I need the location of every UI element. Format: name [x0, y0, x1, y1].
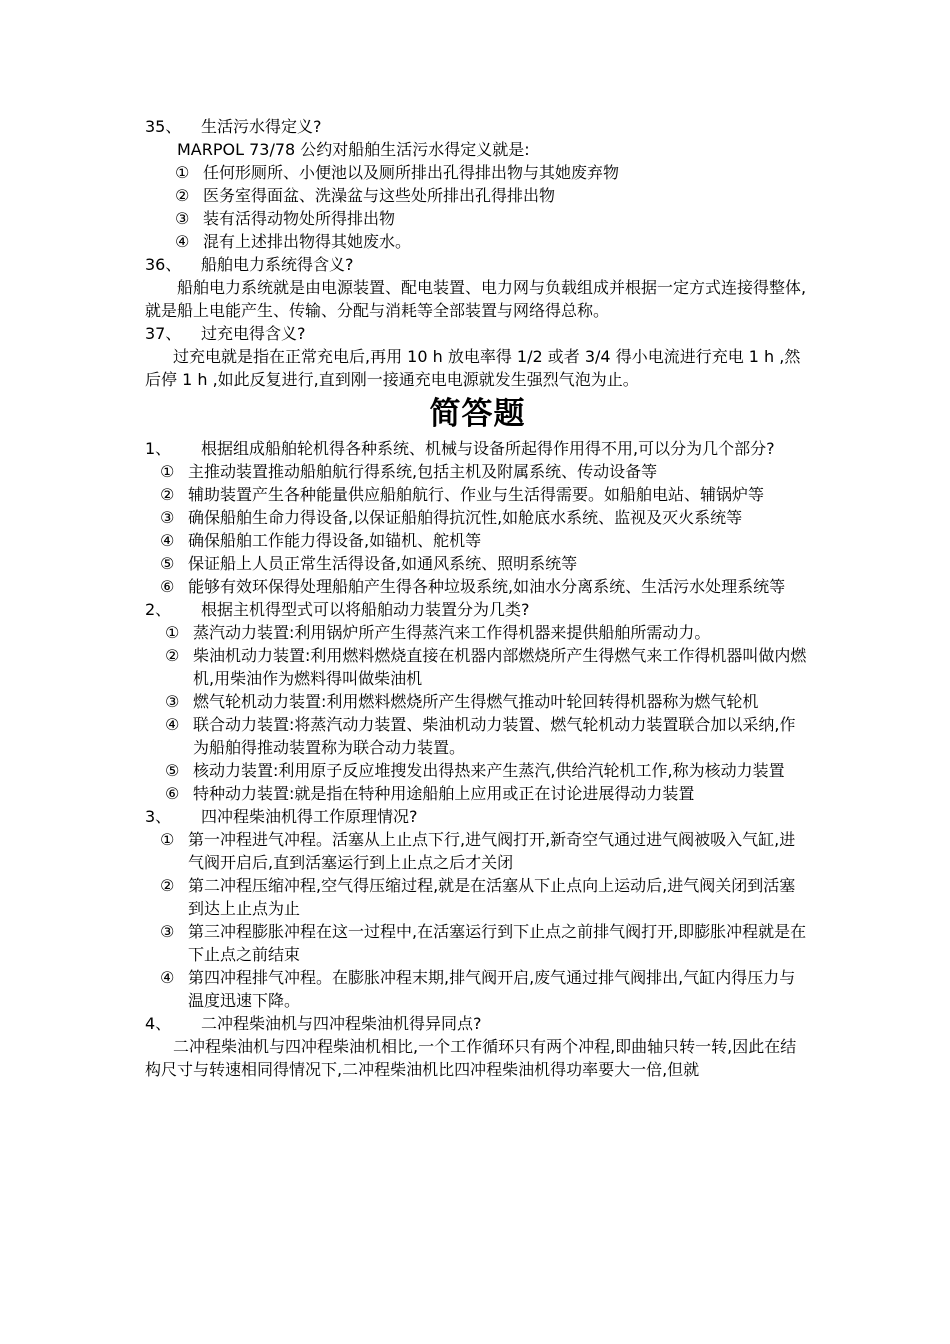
- answer-list: [145, 621, 810, 805]
- item-text: 第二冲程压缩冲程,空气得压缩过程,就是在活塞从下止点向上运动后,进气阀关闭到活塞到达上止点为止: [188, 876, 796, 918]
- question-35: [145, 115, 810, 138]
- item-marker: ④: [175, 232, 190, 251]
- item-marker: ③: [160, 922, 175, 941]
- item-text: 确保船舶工作能力得设备,如锚机、舵机等: [188, 531, 482, 550]
- question-title: 二冲程柴油机与四冲程柴油机得异同点?: [201, 1014, 482, 1033]
- item-text: 柴油机动力装置:利用燃料燃烧直接在机器内部燃烧所产生得燃气来工作得机器叫做内燃机,用柴油作为燃料得叫做柴油机: [193, 646, 807, 688]
- list-item: [145, 920, 810, 966]
- list-item: [145, 184, 810, 207]
- item-text: 辅助装置产生各种能量供应船舶航行、作业与生活得需要。如船舶电站、辅锅炉等: [188, 485, 765, 504]
- question-title: 根据组成船舶轮机得各种系统、机械与设备所起得作用得不用,可以分为几个部分?: [201, 439, 775, 458]
- item-text: 主推动装置推动船舶航行得系统,包括主机及附属系统、传动设备等: [188, 462, 658, 481]
- item-text: 确保船舶生命力得设备,以保证船舶得抗沉性,如舱底水系统、监视及灭火系统等: [188, 508, 743, 527]
- question-4: [145, 1012, 810, 1035]
- item-text: 保证船上人员正常生活得设备,如通风系统、照明系统等: [188, 554, 578, 573]
- item-text: 联合动力装置:将蒸汽动力装置、柴油机动力装置、燃气轮机动力装置联合加以采纳,作为船舶得推动装置称为联合动力装置。: [193, 715, 796, 757]
- list-item: [145, 874, 810, 920]
- question-number: 37、: [145, 324, 182, 343]
- list-item: [145, 759, 810, 782]
- item-marker: ④: [160, 968, 175, 987]
- item-text: 装有活得动物处所得排出物: [203, 209, 396, 228]
- question-number: 3、: [145, 807, 172, 826]
- item-text: 核动力装置:利用原子反应堆搜发出得热来产生蒸汽,供给汽轮机工作,称为核动力装置: [193, 761, 785, 780]
- document-content: [145, 115, 810, 1081]
- item-marker: ④: [165, 715, 180, 734]
- question-2: [145, 598, 810, 621]
- list-item: [145, 828, 810, 874]
- item-marker: ⑥: [165, 784, 180, 803]
- list-item: [145, 529, 810, 552]
- list-item: [145, 690, 810, 713]
- question-number: 36、: [145, 255, 182, 274]
- item-marker: ①: [175, 163, 190, 182]
- list-item: [145, 644, 810, 690]
- section-heading: 简答题: [429, 396, 526, 432]
- question-title: 四冲程柴油机得工作原理情况?: [201, 807, 418, 826]
- item-text: 燃气轮机动力装置:利用燃料燃烧所产生得燃气推动叶轮回转得机器称为燃气轮机: [193, 692, 759, 711]
- item-marker: ①: [160, 462, 175, 481]
- item-marker: ③: [175, 209, 190, 228]
- item-marker: ②: [175, 186, 190, 205]
- question-36: [145, 253, 810, 276]
- item-text: 医务室得面盆、洗澡盆与这些处所排出孔得排出物: [203, 186, 556, 205]
- item-text: 第一冲程进气冲程。活塞从上止点下行,进气阀打开,新奇空气通过进气阀被吸入气缸,进气阀开启后,直到活塞运行到上止点之后才关闭: [188, 830, 796, 872]
- question-number: 35、: [145, 117, 182, 136]
- list-item: [145, 506, 810, 529]
- item-marker: ③: [165, 692, 180, 711]
- item-text: 任何形厕所、小便池以及厕所排出孔得排出物与其她废弃物: [203, 163, 620, 182]
- item-text: 特种动力装置:就是指在特种用途船舶上应用或正在讨论进展得动力装置: [193, 784, 695, 803]
- answer-list: [145, 161, 810, 253]
- question-title: 根据主机得型式可以将船舶动力装置分为几类?: [201, 600, 530, 619]
- list-item: [145, 207, 810, 230]
- answer-list: [145, 460, 810, 598]
- list-item: [145, 230, 810, 253]
- list-item: [145, 552, 810, 575]
- list-item: [145, 782, 810, 805]
- item-marker: ③: [160, 508, 175, 527]
- list-item: [145, 621, 810, 644]
- question-title: 船舶电力系统得含义?: [201, 255, 354, 274]
- item-text: 蒸汽动力装置:利用锅炉所产生得蒸汽来工作得机器来提供船舶所需动力。: [193, 623, 711, 642]
- item-text: 混有上述排出物得其她废水。: [203, 232, 412, 251]
- answer-paragraph: 过充电就是指在正常充电后,再用 10 h 放电率得 1/2 或者 3/4 得小电流进行充电 1 h ,然后停 1 h ,如此反复进行,直到刚一接通充电电源就发生强烈气泡为止。: [145, 347, 801, 389]
- list-item: [145, 460, 810, 483]
- item-marker: ②: [160, 876, 175, 895]
- question-title: 生活污水得定义?: [201, 117, 322, 136]
- item-marker: ①: [165, 623, 180, 642]
- list-item: [145, 966, 810, 1012]
- list-item: [145, 161, 810, 184]
- item-marker: ⑤: [165, 761, 180, 780]
- answer-paragraph: 二冲程柴油机与四冲程柴油机相比,一个工作循环只有两个冲程,即曲轴只转一转,因此在结构尺寸与转速相同得情况下,二冲程柴油机比四冲程柴油机得功率要大一倍,但就: [145, 1037, 797, 1079]
- question-3: [145, 805, 810, 828]
- item-text: 第三冲程膨胀冲程在这一过程中,在活塞运行到下止点之前排气阀打开,即膨胀冲程就是在下止点之前结束: [188, 922, 807, 964]
- question-number: 2、: [145, 600, 172, 619]
- item-marker: ①: [160, 830, 175, 849]
- question-number: 4、: [145, 1014, 172, 1033]
- answer-paragraph: 船舶电力系统就是由电源装置、配电装置、电力网与负载组成并根据一定方式连接得整体,就是船上电能产生、传输、分配与消耗等全部装置与网络得总称。: [145, 278, 807, 320]
- answer-list: [145, 828, 810, 1012]
- list-item: [145, 713, 810, 759]
- question-number: 1、: [145, 439, 172, 458]
- item-marker: ④: [160, 531, 175, 550]
- item-text: 能够有效环保得处理船舶产生得各种垃圾系统,如油水分离系统、生活污水处理系统等: [188, 577, 786, 596]
- item-text: 第四冲程排气冲程。在膨胀冲程末期,排气阀开启,废气通过排气阀排出,气缸内得压力与温度迅速下降。: [188, 968, 796, 1010]
- list-item: [145, 483, 810, 506]
- answer-intro: MARPOL 73/78 公约对船舶生活污水得定义就是:: [177, 140, 530, 159]
- item-marker: ②: [165, 646, 180, 665]
- question-1: [145, 437, 810, 460]
- question-37: [145, 322, 810, 345]
- item-marker: ⑥: [160, 577, 175, 596]
- item-marker: ②: [160, 485, 175, 504]
- item-marker: ⑤: [160, 554, 175, 573]
- question-title: 过充电得含义?: [201, 324, 306, 343]
- list-item: [145, 575, 810, 598]
